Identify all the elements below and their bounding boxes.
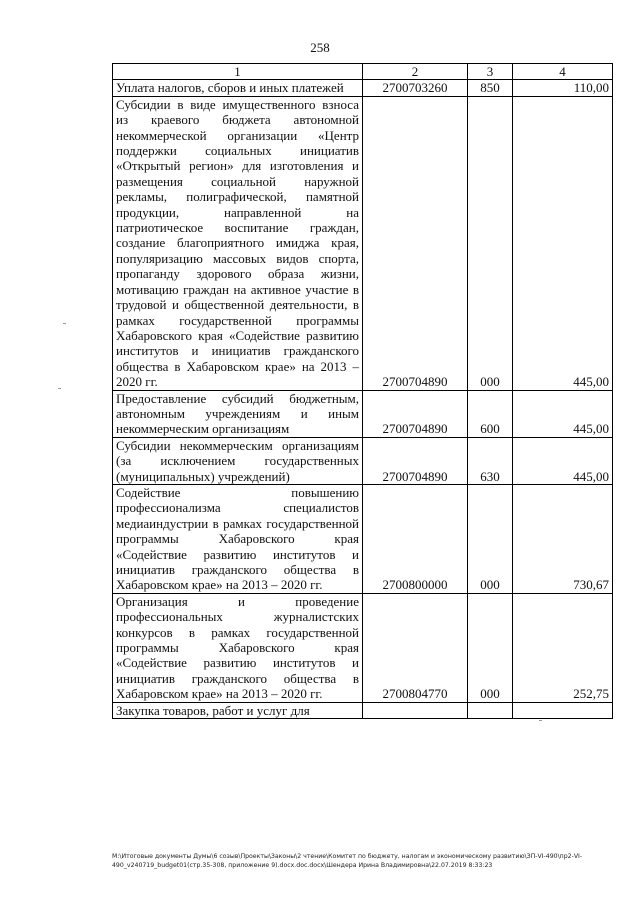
table-row <box>113 593 613 702</box>
table-row <box>113 437 613 484</box>
header-col-3: 3 <box>468 64 513 80</box>
row-target-code: 2700704890 <box>363 390 468 437</box>
table-row <box>113 390 613 437</box>
row-description: Субсидии некоммерческим организациям (за исключением государственных (муниципальных) учреждений) <box>113 437 363 484</box>
table-row <box>113 96 613 390</box>
table-row <box>113 484 613 593</box>
row-expense-type <box>468 702 513 718</box>
file-path-line-2: 490_v240719_budget01(стр.35-308, приложение 9).docx.doc.docx\Шендера Ирина Владимировна\22.07.2019 8:33:23 <box>112 862 493 869</box>
row-description: Субсидии в виде имущественного взноса из краевого бюджета автономной некоммерческой организации «Центр поддержки социальных инициатив «Открытый регион» для изготовления и размещения социальной наружной рекламы, полиграфической, памятной продукции, направленной на патриотическое воспитание граждан, создание благоприятного имиджа края, популяризацию массовых видов спорта, пропаганду здорового образа жизни, мотивацию граждан на активное участие в трудовой и общественной деятельности, в рамках государственной программы Хабаровского края «Содействие развитию институтов и инициатив гражданского общества в Хабаровском крае» на 2013 – 2020 гг. <box>113 96 363 390</box>
row-description: Предоставление субсидий бюджетным, автономным учреждениям и иным некоммерческим организациям <box>113 390 363 437</box>
row-target-code: 2700704890 <box>363 96 468 390</box>
page-number: 258 <box>310 40 330 55</box>
row-description: Закупка товаров, работ и услуг для <box>113 702 363 718</box>
row-amount: 445,00 <box>513 390 613 437</box>
row-amount: 445,00 <box>513 96 613 390</box>
table-row-continued <box>113 702 613 718</box>
header-col-4: 4 <box>513 64 613 80</box>
file-path-line-1: M:\Итоговые документы Думы\6 созыв\Проекты\Законы\2 чтение\Комитет по бюджету, налогам и экономическому развитию\ЗП-VI-490\пр2-VI- <box>112 853 583 860</box>
row-expense-type: 000 <box>468 593 513 702</box>
row-target-code <box>363 702 468 718</box>
row-expense-type: 850 <box>468 80 513 96</box>
table-header-row <box>113 64 613 80</box>
row-amount: 252,75 <box>513 593 613 702</box>
row-expense-type: 000 <box>468 96 513 390</box>
row-target-code: 2700704890 <box>363 437 468 484</box>
row-expense-type: 630 <box>468 437 513 484</box>
row-description: Уплата налогов, сборов и иных платежей <box>113 80 363 96</box>
scan-speck <box>63 323 66 324</box>
table-row <box>113 80 613 96</box>
row-target-code: 2700800000 <box>363 484 468 593</box>
scan-speck <box>539 720 542 721</box>
row-amount: 445,00 <box>513 437 613 484</box>
row-expense-type: 600 <box>468 390 513 437</box>
row-target-code: 2700804770 <box>363 593 468 702</box>
row-target-code: 2700703260 <box>363 80 468 96</box>
row-amount: 110,00 <box>513 80 613 96</box>
row-description: Организация и проведение профессиональных журналистских конкурсов в рамках государственной программы Хабаровского края «Содействие развитию институтов и инициатив гражданского общества в Хабаровском крае» на 2013 – 2020 гг. <box>113 593 363 702</box>
scan-speck <box>58 388 61 389</box>
row-amount <box>513 702 613 718</box>
row-amount: 730,67 <box>513 484 613 593</box>
header-col-1: 1 <box>113 64 363 80</box>
document-file-path <box>112 852 612 870</box>
budget-table <box>112 63 613 719</box>
header-col-2: 2 <box>363 64 468 80</box>
row-expense-type: 000 <box>468 484 513 593</box>
row-description: Содействие повышению профессионализма специалистов медиаиндустрии в рамках государственной программы Хабаровского края «Содействие развитию институтов и инициатив гражданского общества в Хабаровском крае» на 2013 – 2020 гг. <box>113 484 363 593</box>
